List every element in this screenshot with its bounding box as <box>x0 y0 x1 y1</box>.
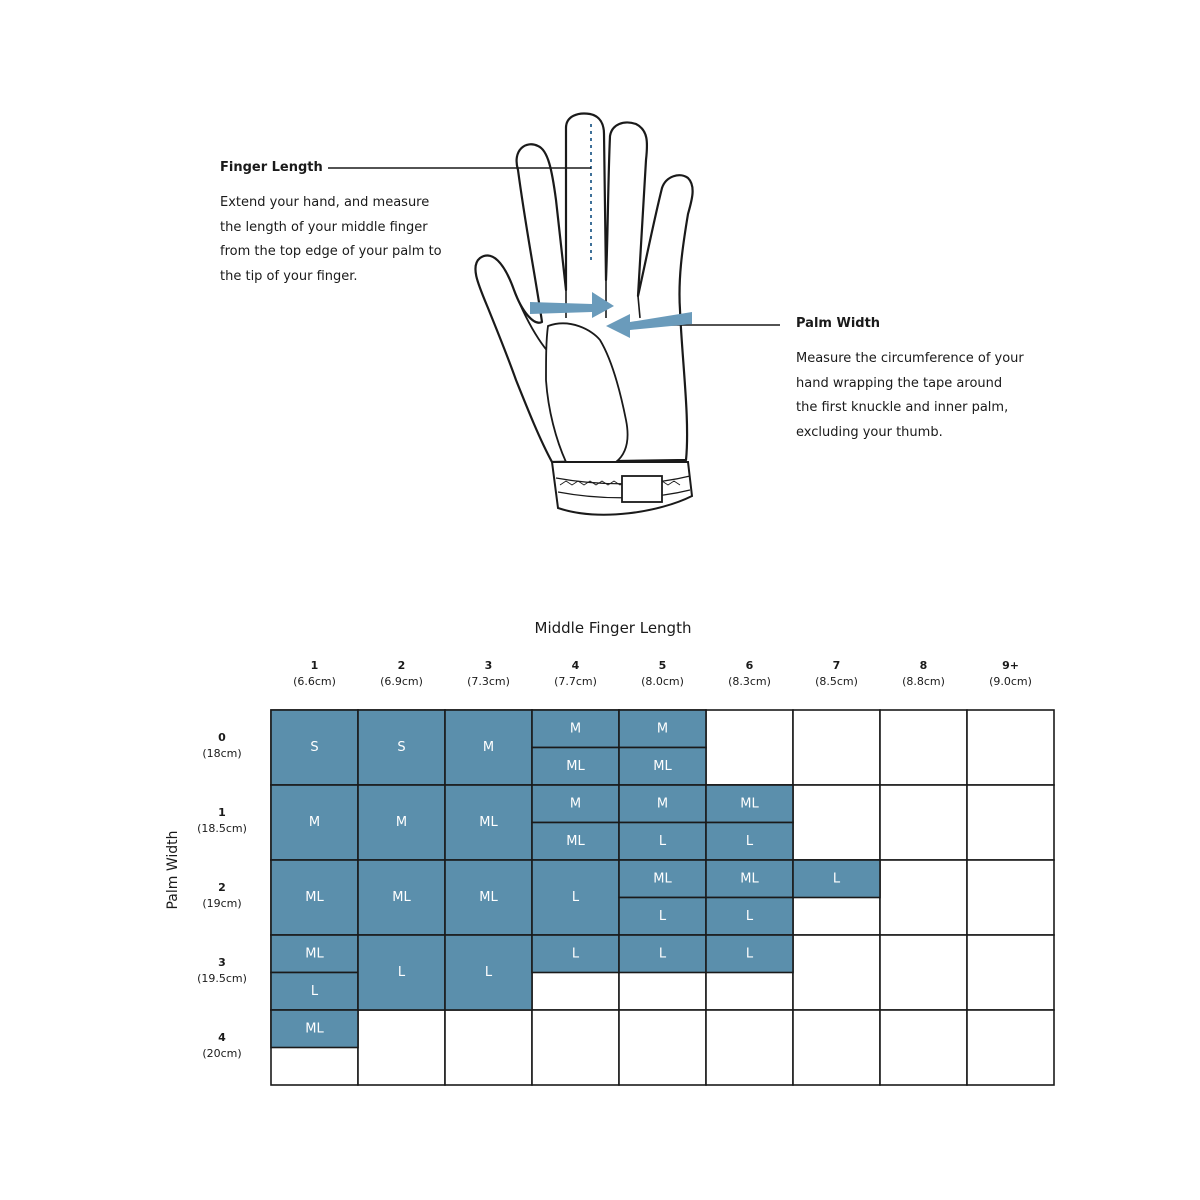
empty-cell <box>880 785 967 860</box>
empty-cell <box>967 1010 1054 1085</box>
size-label: ML <box>479 815 498 830</box>
empty-cell <box>793 1010 880 1085</box>
column-number: 2 <box>397 659 406 672</box>
empty-cell <box>358 1010 445 1085</box>
empty-cell <box>967 935 1054 1010</box>
size-label: ML <box>305 890 324 905</box>
column-number: 5 <box>658 659 667 672</box>
row-number: 3 <box>218 956 226 969</box>
size-label: L <box>397 965 406 980</box>
column-length: (8.8cm) <box>902 675 945 688</box>
row-width: (20cm) <box>202 1047 242 1060</box>
size-label: L <box>571 890 580 905</box>
column-number: 6 <box>745 659 754 672</box>
chart-title: Middle Finger Length <box>534 619 692 637</box>
size-label: ML <box>740 871 759 887</box>
column-length: (9.0cm) <box>989 675 1032 688</box>
column-number: 3 <box>484 659 493 672</box>
size-label: L <box>571 946 580 962</box>
size-label: ML <box>566 758 585 774</box>
row-width: (18cm) <box>202 747 242 760</box>
size-label: ML <box>305 946 324 962</box>
empty-cell <box>967 710 1054 785</box>
size-label: L <box>658 946 667 962</box>
size-label: L <box>745 833 754 849</box>
column-length: (6.9cm) <box>380 675 423 688</box>
size-label: ML <box>566 833 585 849</box>
size-label: M <box>308 815 321 830</box>
column-number: 7 <box>832 659 841 672</box>
column-number: 8 <box>919 659 928 672</box>
palm-width-axis-label: Palm Width <box>165 830 181 910</box>
row-number: 1 <box>218 806 226 819</box>
size-label: S <box>310 740 319 755</box>
palm-width-heading: Palm Width <box>796 316 881 331</box>
size-label: M <box>569 796 582 812</box>
size-label: L <box>658 908 667 924</box>
empty-cell <box>706 710 793 785</box>
empty-cell <box>967 785 1054 860</box>
size-label: S <box>397 740 406 755</box>
column-length: (8.0cm) <box>641 675 684 688</box>
empty-cell <box>793 935 880 1010</box>
size-label: ML <box>479 890 498 905</box>
column-length: (6.6cm) <box>293 675 336 688</box>
empty-cell <box>880 935 967 1010</box>
column-number: 1 <box>310 659 319 672</box>
empty-cell <box>880 710 967 785</box>
column-length: (7.7cm) <box>554 675 597 688</box>
row-number: 4 <box>218 1031 226 1044</box>
size-label: M <box>482 740 495 755</box>
size-label: M <box>656 721 669 737</box>
empty-cell <box>967 860 1054 935</box>
empty-cell <box>880 860 967 935</box>
column-length: (8.3cm) <box>728 675 771 688</box>
size-label: M <box>395 815 408 830</box>
size-label: M <box>656 796 669 812</box>
row-width: (19.5cm) <box>197 972 247 985</box>
size-label: L <box>310 983 319 999</box>
palm-width-description: Measure the circumference of your hand wrapping the tape around the first knuckle and inner palm, excluding your thumb. <box>796 351 1024 440</box>
size-label: L <box>745 946 754 962</box>
column-number: 9+ <box>1002 659 1019 672</box>
size-label: ML <box>305 1021 324 1037</box>
empty-cell <box>706 1010 793 1085</box>
empty-cell <box>445 1010 532 1085</box>
column-number: 4 <box>571 659 580 672</box>
finger-length-description: Extend your hand, and measure the length of your middle finger from the top edge of your palm to the tip of your finger. <box>220 195 442 284</box>
size-label: L <box>745 908 754 924</box>
size-label: L <box>658 833 667 849</box>
empty-cell <box>880 1010 967 1085</box>
size-label: L <box>832 871 841 887</box>
empty-cell <box>793 785 880 860</box>
finger-length-heading: Finger Length <box>220 160 323 175</box>
empty-cell <box>532 1010 619 1085</box>
size-label: ML <box>653 871 672 887</box>
empty-cell <box>793 710 880 785</box>
column-length: (7.3cm) <box>467 675 510 688</box>
row-width: (18.5cm) <box>197 822 247 835</box>
row-number: 2 <box>218 881 226 894</box>
column-length: (8.5cm) <box>815 675 858 688</box>
row-width: (19cm) <box>202 897 242 910</box>
empty-cell <box>619 1010 706 1085</box>
size-label: ML <box>653 758 672 774</box>
size-label: ML <box>392 890 411 905</box>
row-number: 0 <box>218 731 226 744</box>
size-label: M <box>569 721 582 737</box>
size-label: ML <box>740 796 759 812</box>
size-label: L <box>484 965 493 980</box>
